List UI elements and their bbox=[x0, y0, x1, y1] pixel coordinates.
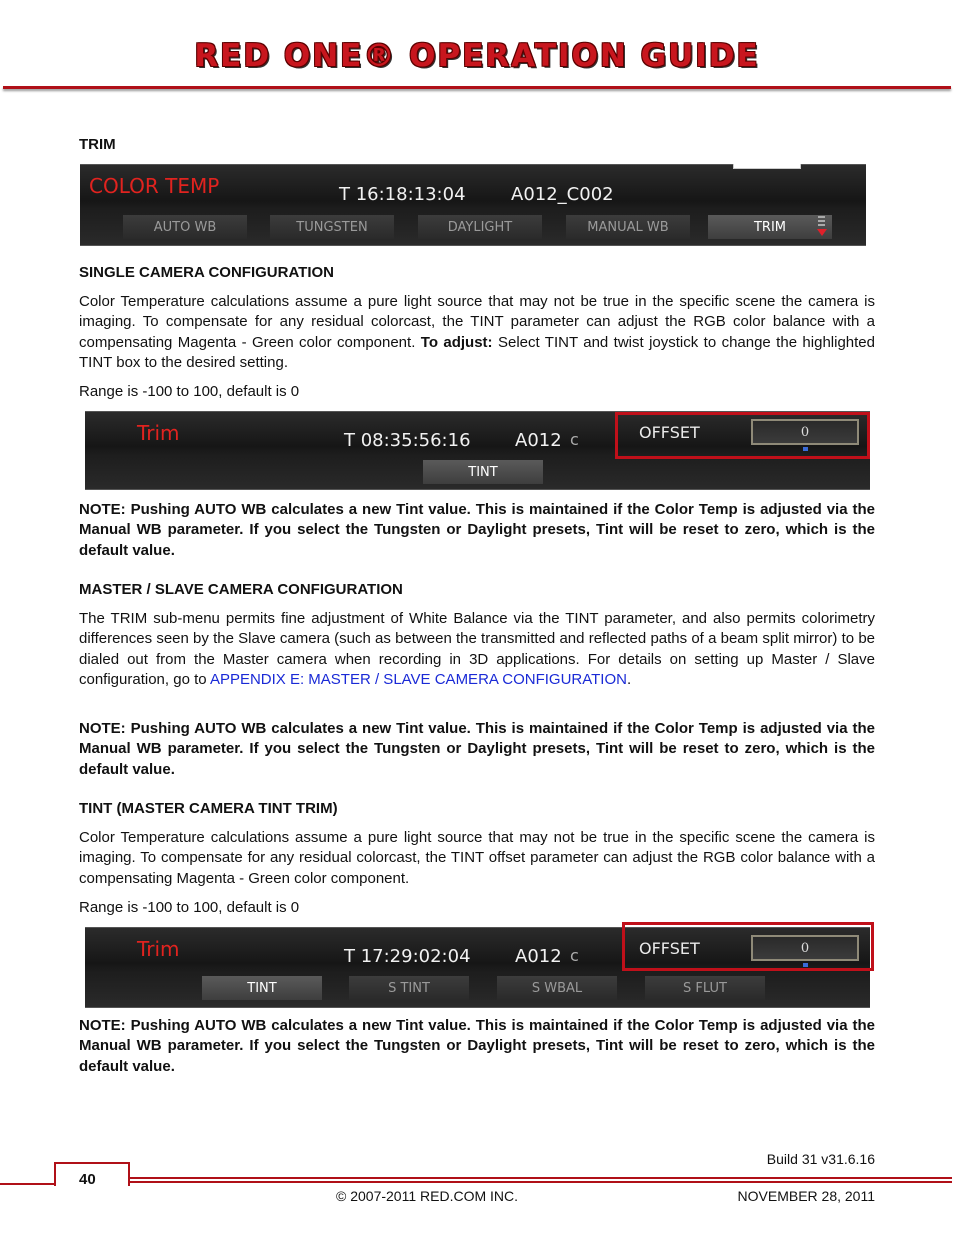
truncation-glyph: c bbox=[570, 430, 579, 449]
s-wbal-button[interactable]: S WBAL bbox=[497, 976, 617, 1000]
truncation-glyph: c bbox=[570, 946, 579, 965]
offset-indicator bbox=[803, 447, 808, 451]
offset-value-field[interactable]: 0 bbox=[751, 935, 859, 961]
auto-wb-button[interactable]: AUTO WB bbox=[123, 215, 247, 239]
single-camera-heading: SINGLE CAMERA CONFIGURATION bbox=[79, 264, 334, 281]
master-slave-paragraph: The TRIM sub-menu permits fine adjustment of White Balance via the TINT parameter, and also permits colorimetry differences seen by the Slave camera (such as between the transmitted and reflected paths of a beam split mirror) to be dialed out from the Master camera when recording in 3D applications. For details on setting up Master / Slave configuration, go to APPENDIX E: MASTER / SLAVE CAMERA CONFIGURATION. bbox=[79, 610, 875, 688]
trim-tint-panel bbox=[85, 411, 870, 490]
offset-indicator bbox=[803, 963, 808, 967]
tungsten-button[interactable]: TUNGSTEN bbox=[270, 215, 394, 239]
master-slave-heading: MASTER / SLAVE CAMERA CONFIGURATION bbox=[79, 581, 403, 598]
panel-title: COLOR TEMP bbox=[89, 174, 220, 198]
panel-title: Trim bbox=[137, 421, 180, 445]
section-title: TRIM bbox=[79, 136, 116, 153]
single-camera-paragraph: Color Temperature calculations assume a pure light source that may not be true in the specific scene the camera is imaging. To compensate for any residual colorcast, the TINT parameter can adjust the RGB color balance with a compensating Magenta - Green color component. To adjust: Select TINT and twist joystick to change the highlighted TINT box to the desired setting. bbox=[79, 293, 875, 371]
range-text: Range is -100 to 100, default is 0 bbox=[79, 899, 300, 916]
clip-name: A012_C002 bbox=[511, 184, 614, 205]
s-flut-button[interactable]: S FLUT bbox=[645, 976, 765, 1000]
range-text: Range is -100 to 100, default is 0 bbox=[79, 383, 300, 400]
offset-label: OFFSET bbox=[639, 423, 700, 442]
note-auto-wb: NOTE: Pushing AUTO WB calculates a new Tint value. This is maintained if the Color Temp is adjusted via the Manual WB parameter. If you select the Tungsten or Daylight presets, Tint will be reset to zero, which is the default value. bbox=[79, 720, 875, 778]
clip-name: A012 bbox=[515, 946, 562, 967]
page-number: 40 bbox=[79, 1171, 96, 1188]
footer-rule bbox=[128, 1181, 952, 1183]
note-auto-wb: NOTE: Pushing AUTO WB calculates a new Tint value. This is maintained if the Color Temp is adjusted via the Manual WB parameter. If you select the Tungsten or Daylight presets, Tint will be reset to zero, which is the default value. bbox=[79, 501, 875, 559]
note-auto-wb: NOTE: Pushing AUTO WB calculates a new Tint value. This is maintained if the Color Temp is adjusted via the Manual WB parameter. If you select the Tungsten or Daylight presets, Tint will be reset to zero, which is the default value. bbox=[79, 1017, 875, 1075]
tint-button[interactable]: TINT bbox=[423, 460, 543, 484]
offset-label: OFFSET bbox=[639, 939, 700, 958]
panel-title: Trim bbox=[137, 937, 180, 961]
timecode: T 16:18:13:04 bbox=[339, 184, 466, 205]
publish-date: NOVEMBER 28, 2011 bbox=[737, 1188, 875, 1204]
timecode: T 08:35:56:16 bbox=[344, 430, 471, 451]
color-temp-panel bbox=[80, 164, 866, 246]
manual-wb-button[interactable]: MANUAL WB bbox=[566, 215, 690, 239]
header-rule bbox=[3, 86, 951, 89]
tint-paragraph: Color Temperature calculations assume a pure light source that may not be true in the specific scene the camera is imaging. To compensate for any residual colorcast, the TINT offset parameter can adjust the RGB color balance with a compensating Magenta - Green color component. bbox=[79, 829, 875, 887]
tint-button[interactable]: TINT bbox=[202, 976, 322, 1000]
trim-button[interactable]: TRIM bbox=[708, 215, 832, 239]
s-tint-button[interactable]: S TINT bbox=[349, 976, 469, 1000]
build-version: Build 31 v31.6.16 bbox=[766, 1151, 875, 1167]
timecode: T 17:29:02:04 bbox=[344, 946, 471, 967]
appendix-link[interactable]: APPENDIX E: MASTER / SLAVE CAMERA CONFIGURATION bbox=[209, 670, 627, 688]
copyright: © 2007-2011 RED.COM INC. bbox=[336, 1188, 519, 1204]
footer-rule bbox=[0, 1183, 54, 1185]
trim-master-panel bbox=[85, 927, 870, 1008]
panel-tab-marker bbox=[733, 164, 801, 169]
daylight-button[interactable]: DAYLIGHT bbox=[418, 215, 542, 239]
clip-name: A012 bbox=[515, 430, 562, 451]
footer-rule bbox=[128, 1177, 952, 1179]
guide-title: RED ONE® OPERATION GUIDE bbox=[194, 38, 760, 74]
tint-heading: TINT (MASTER CAMERA TINT TRIM) bbox=[79, 800, 338, 817]
scroll-indicator-icon bbox=[816, 214, 826, 238]
offset-value-field[interactable]: 0 bbox=[751, 419, 859, 445]
